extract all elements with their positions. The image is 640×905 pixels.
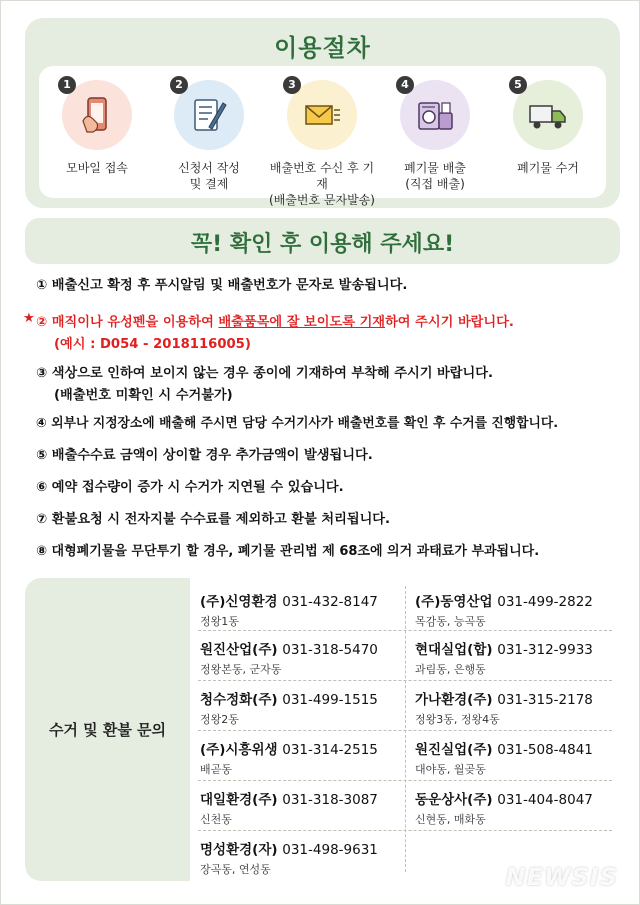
service-area: 정왕1동 [200,615,239,628]
contact-item [405,630,620,678]
step-3 [267,80,377,208]
step-label-line1: 폐기물 수거 [517,161,579,175]
appliances-icon [415,95,455,135]
company-name: (주)동영산업 [415,594,493,610]
contact-grid [190,578,620,881]
phone-number[interactable]: 031-499-2822 [497,594,593,610]
company-name: (주)시흥위생 [200,742,278,758]
truck-icon [528,95,568,135]
rule-1: ① 배출신고 확정 후 푸시알림 및 배출번호가 문자로 발송됩니다. [36,278,408,293]
step-1 [42,80,152,176]
phone-number[interactable]: 031-404-8047 [497,792,593,808]
rule-3-text: ③ 색상으로 인하여 보이지 않는 경우 종이에 기재하여 부착해 주시기 바랍니다. [36,366,493,381]
procedure-steps [39,66,606,207]
phone-number[interactable]: 031-499-1515 [282,692,378,708]
service-area: 배곧동 [200,763,232,776]
service-area: 대야동, 월곶동 [415,763,486,776]
step-5 [493,80,603,176]
company-name: 원진실업(주) [415,742,493,758]
service-area: 신천동 [200,813,232,826]
company-name: 원진산업(주) [200,642,278,658]
contact-item [190,730,405,778]
procedure-title: 이용절차 [274,34,371,62]
rule-7: ⑦ 환불요청 시 전자지불 수수료를 제외하고 환불 처리됩니다. [36,512,391,527]
smartphone-icon [77,95,117,135]
contact-item [405,780,620,828]
service-area: 정왕2동 [200,713,239,726]
phone-number[interactable]: 031-432-8147 [282,594,378,610]
rule-5: ⑤ 배출수수료 금액이 상이할 경우 추가금액이 발생됩니다. [36,448,373,463]
phone-number[interactable]: 031-318-3087 [282,792,378,808]
rule-2-example: (예시 : D054 - 2018116005) [54,337,251,352]
step-number: 5 [509,76,527,94]
phone-number[interactable]: 031-314-2515 [282,742,378,758]
company-name: (주)신영환경 [200,594,278,610]
phone-number[interactable]: 031-312-9933 [497,642,593,658]
rule-3 [36,362,493,403]
rule-2-text-a: ② 매직이나 유성펜을 이용하여 [36,315,219,330]
star-icon: ★ [23,311,35,326]
step-2-badge [174,80,244,150]
form-pen-icon [189,95,229,135]
rule-2-underlined: 배출품목에 잘 보이도록 기재 [218,315,386,330]
service-area: 목감동, 능곡동 [415,615,486,628]
company-name: 현대실업(합) [415,642,493,658]
contact-heading: 수거 및 환불 문의 [48,721,167,739]
phone-number[interactable]: 031-498-9631 [282,842,378,858]
step-4 [380,80,490,192]
step-label-line1: 폐기물 배출 [404,161,466,175]
contact-item [405,582,620,630]
step-number: 1 [58,76,76,94]
phone-number[interactable]: 031-318-5470 [282,642,378,658]
column-divider [405,586,406,872]
procedure-panel [25,18,620,208]
company-name: 가나환경(주) [415,692,493,708]
step-1-badge [62,80,132,150]
phone-number[interactable]: 031-315-2178 [497,692,593,708]
service-area: 정왕본동, 군자동 [200,663,282,676]
watermark-logo: NEWSIS [505,863,618,891]
step-2 [154,80,264,192]
contact-item [405,680,620,728]
step-label-line1: 모바일 접속 [66,161,128,175]
contact-item [190,630,405,678]
rule-2-text-c: 하여 주시기 바랍니다. [385,315,514,330]
step-label-line2: (직접 배출) [405,177,465,191]
contact-item [405,730,620,778]
company-name: 대일환경(주) [200,792,278,808]
company-name: 동운상사(주) [415,792,493,808]
contact-panel [25,578,620,881]
service-area: 과림동, 은행동 [415,663,486,676]
step-5-badge [513,80,583,150]
step-label-line1: 신청서 작성 [178,161,240,175]
step-4-badge [400,80,470,150]
step-label-line2: 및 결제 [189,177,229,191]
rule-3-note: (배출번호 미확인 시 수거불가) [54,388,233,403]
step-number: 4 [396,76,414,94]
contact-item [190,830,405,878]
envelope-icon [302,95,342,135]
notice-title: 꼭! 확인 후 이용해 주세요! [190,232,455,257]
phone-number[interactable]: 031-508-4841 [497,742,593,758]
step-label-line1: 배출번호 수신 후 기재 [269,161,375,191]
contact-item [190,582,405,630]
contact-item [190,780,405,828]
step-number: 2 [170,76,188,94]
company-name: 명성환경(자) [200,842,278,858]
step-label-line2: (배출번호 문자발송) [269,193,375,207]
step-number: 3 [283,76,301,94]
step-3-badge [287,80,357,150]
notice-banner [25,218,620,264]
rule-8: ⑧ 대형폐기물을 무단투기 할 경우, 폐기물 관리법 제 68조에 의거 과태료가 부과됩니다. [36,544,540,559]
company-name: 청수정화(주) [200,692,278,708]
service-area: 신현동, 매화동 [415,813,486,826]
rule-6: ⑥ 예약 접수량이 증가 시 수거가 지연될 수 있습니다. [36,480,344,495]
rule-4: ④ 외부나 지정장소에 배출해 주시면 담당 수거기사가 배출번호를 확인 후 수거를 진행합니다. [36,416,559,431]
rule-2 [23,311,514,352]
contact-item [190,680,405,728]
service-area: 장곡동, 연성동 [200,863,271,876]
service-area: 정왕3동, 정왕4동 [415,713,500,726]
